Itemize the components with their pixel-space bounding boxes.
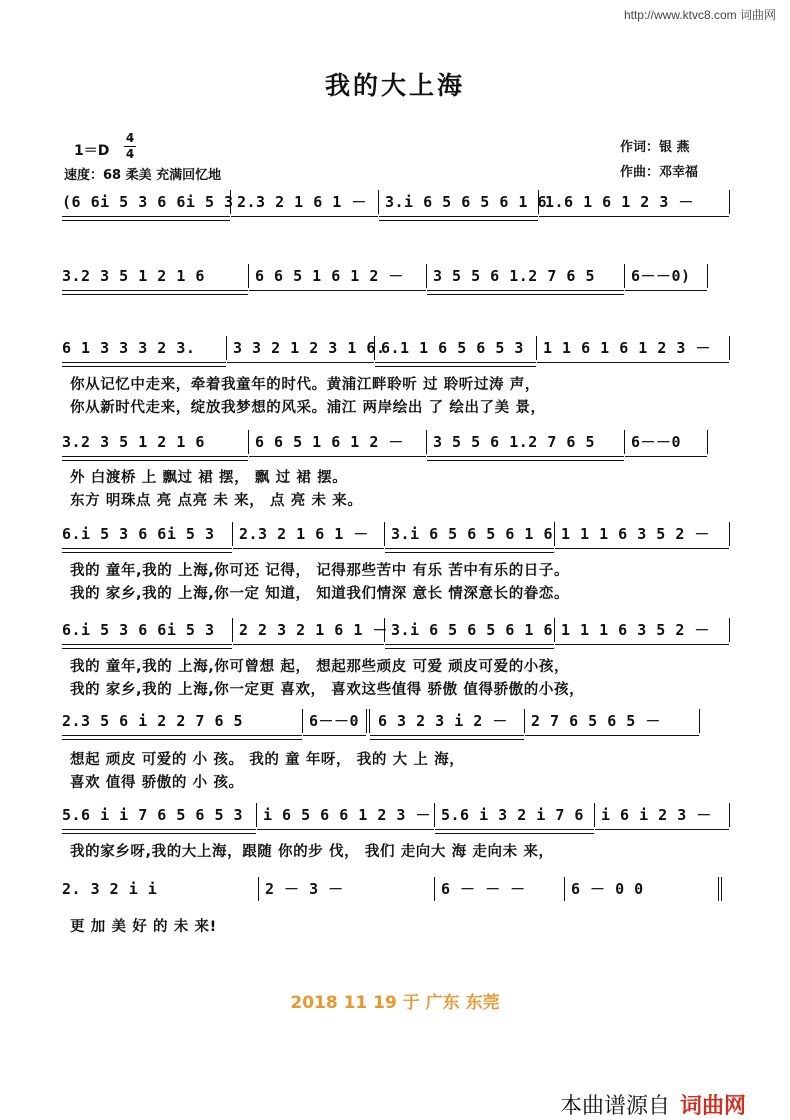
measure: 1 1 6 1 6 1 2 3 － <box>536 336 730 360</box>
notation-row <box>62 618 730 642</box>
beam-underline <box>427 290 624 295</box>
measure: 2.3 2 1 6 1 － <box>232 522 384 546</box>
lyric-line: 更 加 美 好 的 未 来! <box>70 919 217 935</box>
measure: (6 6i 5 3 6 6i 5 3 <box>62 190 230 214</box>
measure: 2 7 6 5 6 5 － <box>524 709 700 733</box>
lyric-line: 东方 明珠点 亮 点亮 未 来， 点 亮 未 来。 <box>70 493 363 509</box>
measure: 3.i 6 5 6 5 6 1 6 <box>384 522 554 546</box>
lyric-line: 你从新时代走来，绽放我梦想的风采。浦江 两岸绘出 了 绘出了美 景， <box>70 400 546 416</box>
notation-row <box>62 709 730 733</box>
measure: 3.2 3 5 1 2 1 6 <box>62 264 248 288</box>
lyric-line: 我的 童年,我的 上海,你可曾想 起， 想起那些顽皮 可爱 顽皮可爱的小孩， <box>70 659 570 675</box>
beam-underline <box>249 290 426 291</box>
beam-underline <box>249 456 426 457</box>
notation-row <box>62 803 730 827</box>
notation-row <box>62 430 730 454</box>
lyric-line: 我的家乡呀,我的大上海，跟随 你的步 伐， 我们 走向大 海 走向未 来， <box>70 844 554 860</box>
beam-underline <box>385 548 554 553</box>
beam-underline <box>370 735 524 740</box>
time-signature-bottom: 4 <box>125 147 135 161</box>
source-label: 本曲谱源自 <box>560 1094 671 1119</box>
watermark: http://www.ktvc8.com 词曲网 <box>623 8 776 22</box>
beam-underline <box>525 735 699 736</box>
measure: 5.6 i 3 2 i 7 6 <box>434 803 594 827</box>
beam-underline <box>62 216 230 221</box>
lyric-line: 喜欢 值得 骄傲的 小 孩。 <box>70 775 244 791</box>
measure: 3 5 5 6 1.2 7 6 5 <box>426 430 624 454</box>
notation-row <box>62 877 730 901</box>
measure: 3.i 6 5 6 5 6 1 6 <box>378 190 538 214</box>
measure: 2.3 5 6 i 2 2 7 6 5 <box>62 709 302 733</box>
measure: 6－－0) <box>624 264 708 288</box>
beam-underline <box>555 644 729 645</box>
tempo-marking: 速度：68 柔美 充满回忆地 <box>64 168 222 183</box>
beam-underline <box>379 216 538 221</box>
beam-underline <box>233 548 384 549</box>
beam-underline <box>62 829 256 834</box>
beam-underline <box>595 829 729 830</box>
notation-row <box>62 190 730 214</box>
beam-underline <box>555 548 729 549</box>
beam-underline <box>62 362 226 367</box>
measure: 6 3 2 3 i 2 － <box>366 709 524 733</box>
notation-row <box>62 336 730 360</box>
measure: 6－－0 <box>302 709 366 733</box>
beam-underline <box>231 216 378 217</box>
time-signature <box>124 132 136 161</box>
measure: 6.1 1 6 5 6 5 3 <box>374 336 536 360</box>
lyricist-credit: 作词：银 燕 <box>620 140 690 155</box>
source-site: 词曲网 <box>680 1094 747 1119</box>
measure: 6.i 5 3 6 6i 5 3 <box>62 618 232 642</box>
beam-underline <box>62 548 232 553</box>
measure: 6 － 0 0 <box>564 877 722 901</box>
lyric-line: 想起 顽皮 可爱的 小 孩。 我的 童 年呀， 我的 大 上 海， <box>70 752 465 768</box>
beam-underline <box>303 735 366 736</box>
lyric-line: 我的 家乡,我的 上海,你一定 知道， 知道我们情深 意长 情深意长的眷恋。 <box>70 586 570 602</box>
measure: 3 3 2 1 2 3 1 6. <box>226 336 374 360</box>
beam-underline <box>233 644 384 645</box>
measure: 6 6 5 1 6 1 2 － <box>248 264 426 288</box>
beam-underline <box>427 456 624 461</box>
measure: 1 1 1 6 3 5 2 － <box>554 618 730 642</box>
measure: 6 1 3 3 3 2 3. <box>62 336 226 360</box>
measure: 6.i 5 3 6 6i 5 3 <box>62 522 232 546</box>
measure: 3.i 6 5 6 5 6 1 6 <box>384 618 554 642</box>
measure: 6 6 5 1 6 1 2 － <box>248 430 426 454</box>
beam-underline <box>62 290 248 295</box>
measure: 3 5 5 6 1.2 7 6 5 <box>426 264 624 288</box>
lyric-line: 我的 家乡,我的 上海,你一定更 喜欢， 喜欢这些值得 骄傲 值得骄傲的小孩， <box>70 682 585 698</box>
beam-underline <box>375 362 536 367</box>
measure: i 6 i 2 3 － <box>594 803 730 827</box>
lyric-line: 外 白渡桥 上 飘过 裙 摆， 飘 过 裙 摆。 <box>70 470 348 486</box>
beam-underline <box>435 829 594 834</box>
notation-row <box>62 522 730 546</box>
beam-underline <box>539 216 729 217</box>
composer-credit: 作曲：邓幸福 <box>620 165 699 180</box>
lyric-line: 我的 童年,我的 上海,你可还 记得， 记得那些苦中 有乐 苦中有乐的日子。 <box>70 563 570 579</box>
beam-underline <box>62 456 248 461</box>
beam-underline <box>62 644 232 649</box>
beam-underline <box>385 644 554 649</box>
measure: 1.6 1 6 1 2 3 － <box>538 190 730 214</box>
key-signature: 1＝D <box>74 143 110 159</box>
beam-underline <box>227 362 374 363</box>
song-title: 我的大上海 <box>324 71 465 100</box>
measure: 3.2 3 5 1 2 1 6 <box>62 430 248 454</box>
measure: 2. 3 2 i i <box>62 880 158 898</box>
beam-underline <box>625 290 707 291</box>
measure: 2 － 3 － <box>258 877 434 901</box>
measure: i 6 5 6 6 1 2 3 － <box>256 803 434 827</box>
measure: 2 2 3 2 1 6 1 － <box>232 618 384 642</box>
beam-underline <box>62 735 302 740</box>
measure: 6－－0 <box>624 430 708 454</box>
measure: 5.6 i i 7 6 5 6 5 3 <box>62 803 256 827</box>
lyric-line: 你从记忆中走来，牵着我童年的时代。黄浦江畔聆听 过 聆听过涛 声， <box>70 377 540 393</box>
measure: 1 1 1 6 3 5 2 － <box>554 522 730 546</box>
measure: 6 － － － <box>434 877 564 901</box>
beam-underline <box>537 362 729 363</box>
measure: 2.3 2 1 6 1 － <box>230 190 378 214</box>
notation-row <box>62 264 730 288</box>
time-signature-top: 4 <box>125 131 135 145</box>
date-footer: 2018 11 19 于 广东 东莞 <box>290 993 500 1013</box>
beam-underline <box>257 829 434 830</box>
beam-underline <box>625 456 707 457</box>
